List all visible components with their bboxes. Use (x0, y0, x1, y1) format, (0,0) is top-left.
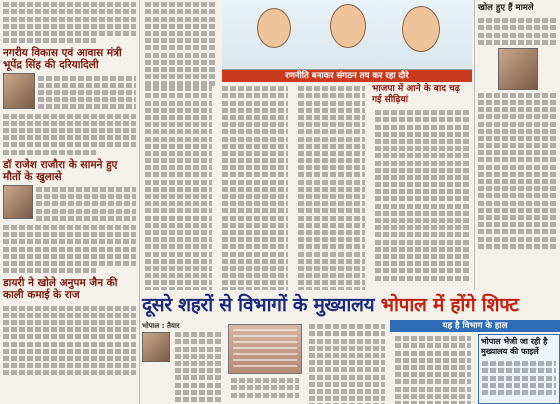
left-headline-1: नगरीय विकास एवं आवास मंत्री भूपेंद्र सिंह की दरियादिली (3, 47, 122, 72)
department-tag: यह है विभाग के हाल (390, 320, 560, 332)
bottom-person-photo (142, 332, 170, 362)
cartoon-figure-right (402, 6, 440, 52)
left-column (0, 0, 140, 404)
minister-photo (3, 73, 35, 109)
cartoon-caption: रणनीति बनाकर संगठन तय कर रहा दौरे (222, 70, 472, 82)
left-headline-3: डायरी ने खोले अनुपम जैन की काली कमाई के राज (3, 277, 118, 302)
main-column (142, 0, 472, 290)
political-cartoon (222, 0, 472, 70)
headline-part-b: भोपाल में होंगे शिफ्ट (380, 294, 519, 316)
right-column (474, 0, 560, 290)
left-headline-2: डॉ राजेश राजौरा के सामने हुए मौतों के खुलासे (3, 158, 118, 183)
sidebar-box (478, 334, 560, 404)
official-photo (3, 185, 33, 219)
sub-article-title: भाजपा में आने के बाद चढ़ गई सीढ़ियां (372, 84, 460, 105)
headquarters-building-photo (228, 324, 302, 374)
cartoon-figure-left (257, 8, 291, 48)
bottom-headline (142, 290, 560, 320)
headline-part-a: दूसरे शहरों से विभागों के मुख्यालय (142, 294, 375, 316)
bottom-story (142, 290, 560, 404)
right-person-photo (498, 48, 538, 90)
photo-label: भोपाल : तैयार (142, 322, 180, 330)
sidebar-box-title: भोपाल भेजी जा रही है मुख्यालय की फाइलें (481, 337, 548, 356)
cartoon-figure-center (330, 4, 366, 48)
right-top-line: खोल हुए हैं मामले (478, 3, 534, 13)
